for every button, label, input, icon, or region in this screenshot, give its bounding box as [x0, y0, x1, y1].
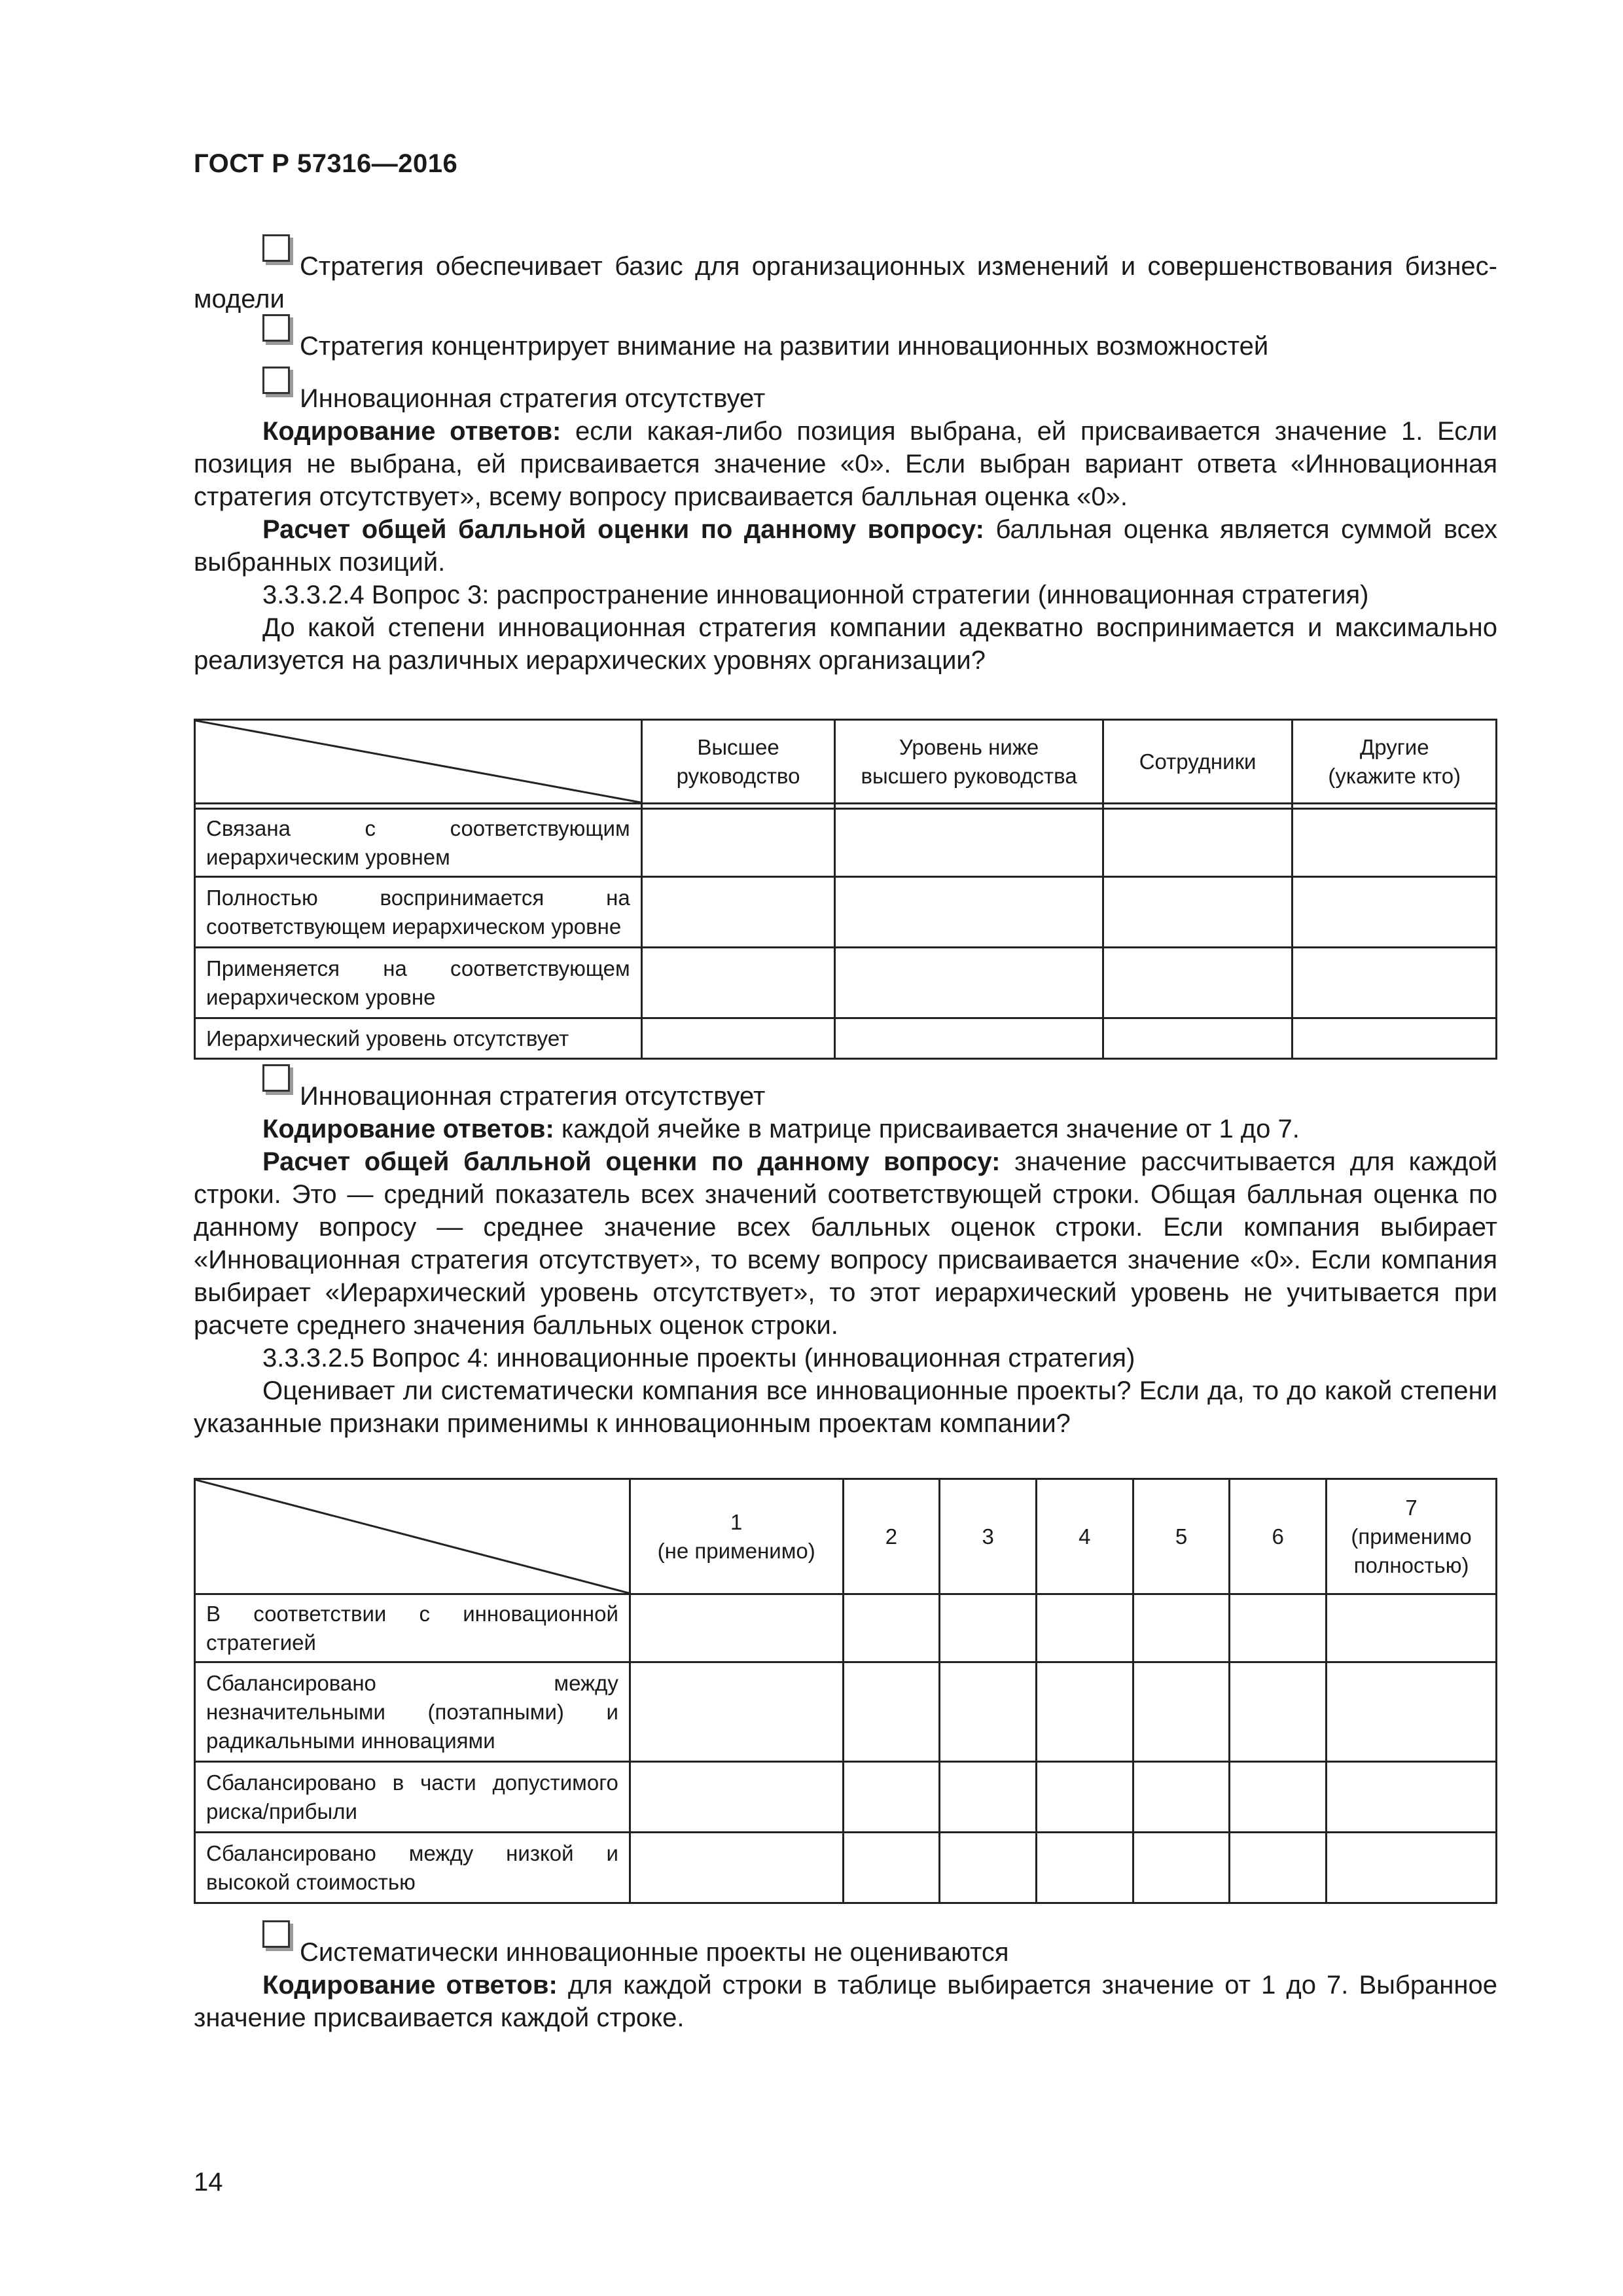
- row-label: Применяется на соответствующем иерархическом уровне: [195, 948, 642, 1018]
- table-spacer-row: [195, 804, 1497, 809]
- option-item[interactable]: [194, 329, 1497, 363]
- column-header: 3: [940, 1479, 1037, 1594]
- table-row: [195, 1833, 1497, 1903]
- column-header: 7 (применимо полностью): [1327, 1479, 1497, 1594]
- diagonal-header-cell: [195, 720, 642, 804]
- answer-cell[interactable]: [630, 1662, 843, 1762]
- option-label: Стратегия концентрирует внимание на развитии инновационных возможностей: [300, 332, 1269, 361]
- checkbox[interactable]: [262, 367, 290, 394]
- coding-paragraph: [194, 1113, 1497, 1145]
- column-header: 1 (не применимо): [630, 1479, 843, 1594]
- answer-cell[interactable]: [1103, 1018, 1293, 1059]
- answer-cell[interactable]: [1036, 1833, 1133, 1903]
- answer-cell[interactable]: [630, 1833, 843, 1903]
- column-header: Высшее руководство: [641, 720, 835, 804]
- column-header: 4: [1036, 1479, 1133, 1594]
- answer-cell[interactable]: [940, 1594, 1037, 1662]
- calc-text: значение рассчитывается для каждой строки. Это — средний показатель всех значений соответствующей строки. Общая балльная оценка по данному вопросу — среднее значение всех балльных оценок строки. Если компания выбирает «Инновационная стратегия отсутствует», то всему вопросу присваивается значение «0». Если компания выбирает «Иерархический уровень отсутствует», то этот иерархический уровень не учитывается при расчете среднего значения балльных оценок строки.: [194, 1147, 1497, 1340]
- answer-cell[interactable]: [1103, 948, 1293, 1018]
- option-item[interactable]: [194, 249, 1497, 315]
- column-header: 5: [1133, 1479, 1230, 1594]
- row-label: Сбалансировано между низкой и высокой стоимостью: [195, 1833, 630, 1903]
- answer-cell[interactable]: [1133, 1662, 1230, 1762]
- answer-cell[interactable]: [1327, 1594, 1497, 1662]
- option-item[interactable]: [194, 381, 1497, 415]
- table-row: [195, 1018, 1497, 1059]
- table-row: [195, 948, 1497, 1018]
- row-label: Сбалансировано в части допустимого риска/прибыли: [195, 1762, 630, 1833]
- answer-cell[interactable]: [940, 1762, 1037, 1833]
- coding-label: Кодирование ответов:: [262, 1971, 558, 2000]
- section-2: [194, 1079, 1497, 1440]
- answer-cell[interactable]: [630, 1594, 843, 1662]
- column-header: Сотрудники: [1103, 720, 1293, 804]
- answer-cell[interactable]: [1293, 948, 1497, 1018]
- row-label: В соответствии с инновационной стратегией: [195, 1594, 630, 1662]
- question-title: 3.3.3.2.4 Вопрос 3: распространение инновационной стратегии (инновационная стратегия): [262, 581, 1369, 609]
- answer-cell[interactable]: [641, 809, 835, 877]
- coding-text: каждой ячейке в матрице присваивается значение от 1 до 7.: [554, 1115, 1300, 1143]
- answer-cell[interactable]: [1036, 1762, 1133, 1833]
- answer-cell[interactable]: [1133, 1594, 1230, 1662]
- coding-text: если какая-либо позиция выбрана, ей присваивается значение 1. Если позиция не выбрана, ей присваивается значение «0». Если выбран вариант ответа «Инновационная стратегия отсутствует», всему вопросу присваивается балльная оценка «0».: [194, 417, 1497, 511]
- table-header-row: [195, 1479, 1497, 1594]
- checkbox[interactable]: [262, 314, 290, 342]
- option-label: Стратегия обеспечивает базис для организационных изменений и совершенствования бизнес-модели: [194, 252, 1497, 314]
- answer-cell[interactable]: [843, 1594, 940, 1662]
- checkbox[interactable]: [262, 1920, 290, 1948]
- coding-text: для каждой строки в таблице выбирается значение от 1 до 7. Выбранное значение присваивается каждой строке.: [194, 1971, 1497, 2032]
- answer-cell[interactable]: [1293, 809, 1497, 877]
- answer-cell[interactable]: [641, 1018, 835, 1059]
- option-label: Инновационная стратегия отсутствует: [300, 384, 766, 413]
- coding-label: Кодирование ответов:: [262, 1115, 554, 1143]
- calc-paragraph: [194, 1145, 1497, 1342]
- option-label: Инновационная стратегия отсутствует: [300, 1082, 766, 1111]
- column-header: Уровень ниже высшего руководства: [835, 720, 1103, 804]
- answer-cell[interactable]: [1230, 1662, 1327, 1762]
- answer-cell[interactable]: [1230, 1594, 1327, 1662]
- row-label: Сбалансировано между незначительными (поэтапными) и радикальными инновациями: [195, 1662, 630, 1762]
- row-label: Полностью воспринимается на соответствующем иерархическом уровне: [195, 877, 642, 948]
- answer-cell[interactable]: [843, 1762, 940, 1833]
- answer-cell[interactable]: [1036, 1662, 1133, 1762]
- coding-label: Кодирование ответов:: [262, 417, 562, 446]
- answer-cell[interactable]: [1327, 1833, 1497, 1903]
- page-number: 14: [194, 2168, 223, 2197]
- answer-cell[interactable]: [641, 877, 835, 948]
- section-3: [194, 1935, 1497, 2034]
- row-label: Связана с соответствующим иерархическим уровнем: [195, 809, 642, 877]
- checkbox[interactable]: [262, 1064, 290, 1092]
- answer-cell[interactable]: [835, 1018, 1103, 1059]
- answer-cell[interactable]: [843, 1833, 940, 1903]
- column-header: Другие (укажите кто): [1293, 720, 1497, 804]
- calc-text: балльная оценка является суммой всех выбранных позиций.: [194, 515, 1497, 577]
- coding-paragraph: [194, 1969, 1497, 2034]
- option-label: Систематически инновационные проекты не оцениваются: [300, 1938, 1009, 1967]
- answer-cell[interactable]: [940, 1662, 1037, 1762]
- column-header: 2: [843, 1479, 940, 1594]
- row-label: Иерархический уровень отсутствует: [195, 1018, 642, 1059]
- answer-cell[interactable]: [1230, 1762, 1327, 1833]
- answer-cell[interactable]: [1103, 809, 1293, 877]
- answer-cell[interactable]: [940, 1833, 1037, 1903]
- column-header: 6: [1230, 1479, 1327, 1594]
- answer-cell[interactable]: [1293, 1018, 1497, 1059]
- diagonal-header-cell: [195, 1479, 630, 1594]
- table-row: [195, 1662, 1497, 1762]
- coding-paragraph: [194, 415, 1497, 513]
- answer-cell[interactable]: [835, 877, 1103, 948]
- answer-cell[interactable]: [835, 948, 1103, 1018]
- projects-scale-table: [194, 1478, 1497, 1904]
- answer-cell[interactable]: [1327, 1762, 1497, 1833]
- answer-cell[interactable]: [1133, 1762, 1230, 1833]
- document-code-header: ГОСТ Р 57316—2016: [194, 149, 458, 178]
- calc-paragraph: [194, 513, 1497, 579]
- calc-label: Расчет общей балльной оценки по данному вопросу:: [262, 1147, 1001, 1176]
- answer-cell[interactable]: [641, 948, 835, 1018]
- calc-label: Расчет общей балльной оценки по данному вопросу:: [262, 515, 984, 544]
- answer-cell[interactable]: [1036, 1594, 1133, 1662]
- option-item[interactable]: [194, 1935, 1497, 1969]
- table-row: [195, 1594, 1497, 1662]
- table-row: [195, 1762, 1497, 1833]
- checkbox[interactable]: [262, 234, 290, 262]
- table-header-row: [195, 720, 1497, 804]
- question-title: 3.3.3.2.5 Вопрос 4: инновационные проекты (инновационная стратегия): [262, 1344, 1135, 1372]
- answer-cell[interactable]: [1293, 877, 1497, 948]
- answer-cell[interactable]: [1230, 1833, 1327, 1903]
- answer-cell[interactable]: [1133, 1833, 1230, 1903]
- question-text: До какой степени инновационная стратегия компании адекватно воспринимается и максимально реализуется на различных иерархических уровнях организации?: [194, 613, 1497, 675]
- answer-cell[interactable]: [843, 1662, 940, 1762]
- answer-cell[interactable]: [630, 1762, 843, 1833]
- answer-cell[interactable]: [835, 809, 1103, 877]
- option-item[interactable]: [194, 1079, 1497, 1113]
- table-row: [195, 877, 1497, 948]
- answer-cell[interactable]: [1103, 877, 1293, 948]
- hierarchy-table: [194, 719, 1497, 1060]
- table-row: [195, 809, 1497, 877]
- section-1: [194, 249, 1497, 677]
- answer-cell[interactable]: [1327, 1662, 1497, 1762]
- question-text: Оценивает ли систематически компания все инновационные проекты? Если да, то до какой степени указанные признаки применимы к инновационным проектам компании?: [194, 1376, 1497, 1438]
